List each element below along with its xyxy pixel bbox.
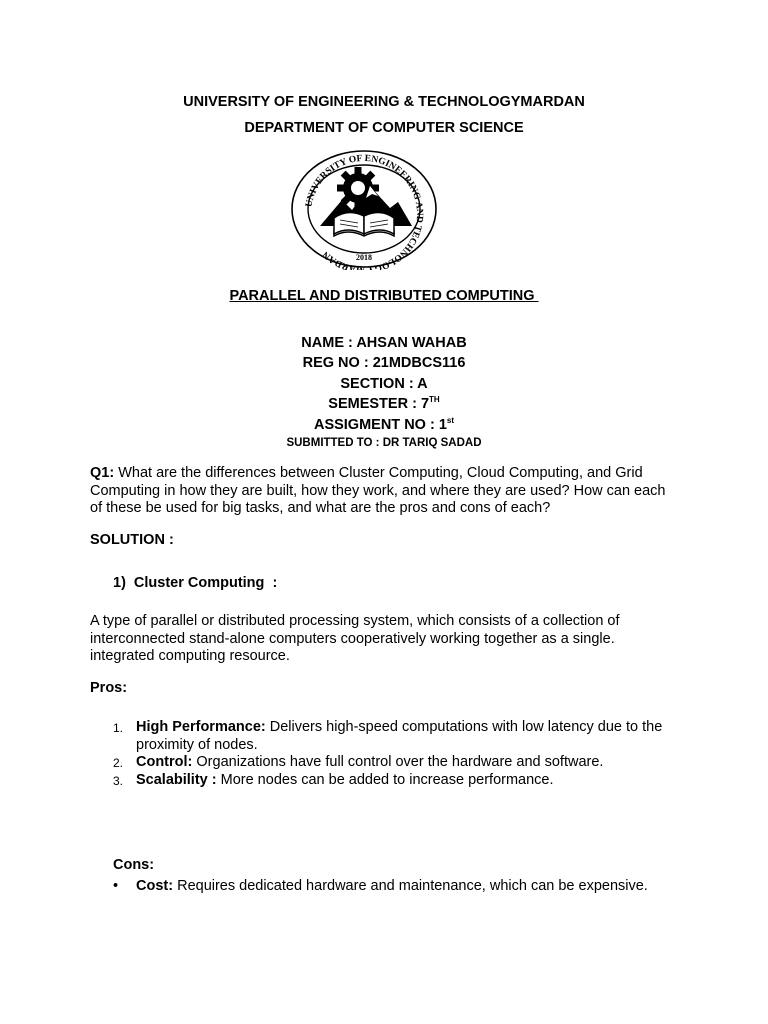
list-item: 2. Control: Organizations have full control over the hardware and software.	[113, 754, 604, 770]
student-name: NAME : AHSAN WAHAB	[301, 335, 467, 351]
list-item: • Cost: Requires dedicated hardware and maintenance, which can be expensive.	[113, 878, 648, 894]
question-text: What are the differences between Cluster Computing, Cloud Computing, and Grid Computing in how they are built, how they work, and where they are used? How can each of these be used for big tasks, and what are the pros and cons of each?	[90, 465, 666, 516]
cons-label: Cons:	[113, 857, 155, 873]
assignment-number: ASSIGMENT NO : 1st	[313, 415, 455, 433]
seal-ring-text: UNIVERSITY OF ENGINEERING AND TECHNOLOGY MARDAN	[304, 153, 425, 270]
list-item: 3. Scalability : More nodes can be added to increase performance.	[113, 771, 554, 788]
university-seal	[290, 148, 438, 270]
student-reg: REG NO : 21MDBCS116	[302, 355, 466, 372]
department-name: DEPARTMENT OF COMPUTER SCIENCE	[244, 120, 524, 136]
question-paragraph	[90, 465, 680, 518]
pros-label: Pros:	[90, 680, 128, 696]
question-label: Q1:	[90, 465, 115, 481]
student-section: SECTION : A	[340, 375, 428, 392]
student-info	[0, 333, 768, 435]
student-semester: SEMESTER : 7TH	[328, 395, 440, 413]
solution-label: SOLUTION :	[90, 532, 174, 548]
list-item: 1. High Performance: Delivers high-speed computations with low latency due to the proximity of nodes.	[113, 719, 663, 753]
course-title: PARALLEL AND DISTRIBUTED COMPUTING	[229, 288, 539, 304]
pros-list	[90, 719, 680, 789]
cons-list	[90, 878, 690, 896]
submitted-to: SUBMITTED TO : DR TARIQ SADAD	[286, 437, 482, 449]
book-icon	[334, 212, 394, 236]
cluster-description: A type of parallel or distributed processing system, which consists of a collection of interconnected stand-alone computers cooperatively working together as a single. integrated computing resource.	[90, 613, 620, 664]
university-name: UNIVERSITY OF ENGINEERING & TECHNOLOGYMARDAN	[183, 94, 585, 110]
seal-year: 2018	[356, 253, 372, 262]
section-heading-cluster: 1) Cluster Computing :	[113, 575, 278, 591]
seal-icon	[290, 148, 438, 270]
